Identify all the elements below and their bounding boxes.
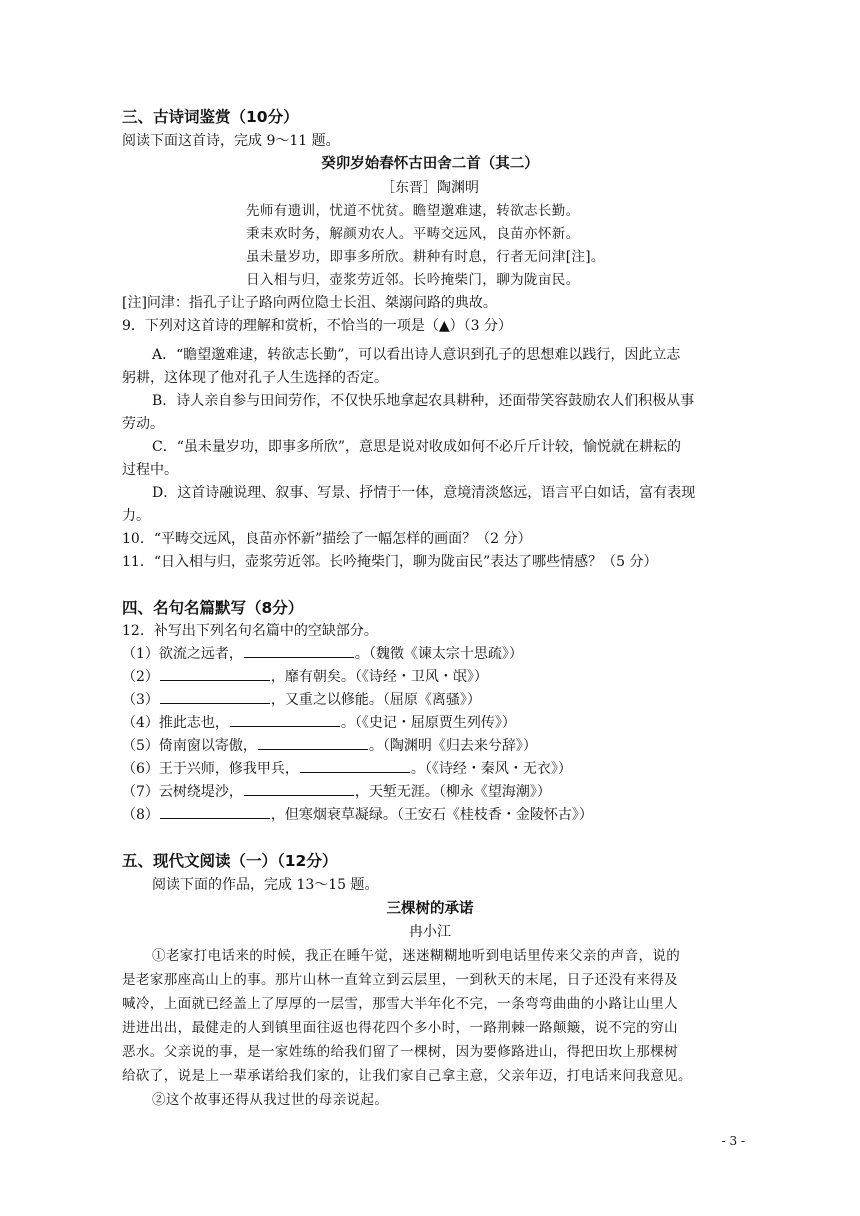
answer-blank[interactable] [244, 643, 354, 658]
poem-note: [注]问津：指孔子让子路向两位隐士长沮、桀溺问路的典故。 [122, 295, 497, 311]
option-a-line1: A．“瞻望邈难逮，转欲志长勤”，可以看出诗人意识到孔子的思想难以践行，因此立志 [152, 347, 681, 363]
section-5-instruction: 阅读下面的作品，完成 13～15 题。 [152, 877, 379, 893]
poem-line: 虽未量岁功，即事多所欣。耕种有时息，行者无问津[注]。 [246, 249, 605, 265]
poem-author: ［东晋］陶渊明 [381, 180, 479, 196]
option-c-line2: 过程中。 [122, 462, 178, 478]
poem-line: 秉耒欢时务，解颜劝农人。平畴交远风，良苗亦怀新。 [246, 226, 580, 242]
fill-item-suffix: 。（陶渊明《归去来兮辞》） [368, 738, 537, 754]
option-b-line2: 劳动。 [122, 416, 164, 432]
poem-line: 先师有遗训，忧道不忧贫。瞻望邈难逮，转欲志长勤。 [246, 203, 580, 219]
fill-item-suffix: 。（《史记・屈原贾生列传》） [340, 715, 516, 731]
fill-item-2 [122, 666, 488, 688]
fill-item-6 [122, 758, 572, 780]
section-4-heading: 四、名句名篇默写（8分） [122, 599, 304, 617]
article-title: 三棵树的承诺 [386, 901, 474, 917]
fill-item-suffix: 。（魏徵《谏太宗十思疏》） [354, 646, 523, 662]
paragraph-line: ①老家打电话来的时候，我正在睡午觉，迷迷糊糊地听到电话里传来父亲的声音，说的 [152, 948, 681, 964]
fill-item-suffix: ，靡有朝矣。（《诗经・卫风・氓》） [270, 669, 488, 685]
fill-item-prefix: （1）欲流之远者， [122, 646, 243, 662]
fill-item-7 [122, 781, 551, 803]
fill-item-prefix: （8） [122, 807, 159, 823]
fill-item-prefix: （2） [122, 669, 159, 685]
fill-item-3 [122, 689, 481, 711]
option-a-line2: 躬耕，这体现了他对孔子人生选择的否定。 [122, 370, 388, 386]
answer-blank[interactable] [160, 689, 270, 704]
fill-item-suffix: ，天堑无涯。（柳永《望海潮》） [354, 784, 551, 800]
fill-item-prefix: （3） [122, 692, 159, 708]
answer-blank[interactable] [258, 735, 368, 750]
answer-blank[interactable] [244, 781, 354, 796]
poem-title: 癸卯岁始春怀古田舍二首（其二） [321, 156, 539, 172]
section-3-heading: 三、古诗词鉴赏（10分） [122, 108, 299, 126]
fill-item-prefix: （6）王于兴师，修我甲兵， [122, 761, 299, 777]
question-12: 12．补写出下列名句名篇中的空缺部分。 [122, 623, 378, 639]
paragraph-line: 喊冷，上面就已经盖上了厚厚的一层雪，那雪大半年化不完，一条弯弯曲曲的小路让山里人 [122, 996, 678, 1012]
fill-item-4 [122, 712, 516, 734]
answer-blank[interactable] [300, 758, 410, 773]
article-author: 冉小江 [409, 924, 451, 940]
option-b-line1: B．诗人亲自参与田间劳作，不仅快乐地拿起农具耕种，还面带笑容鼓励农人们积极从事 [152, 393, 695, 409]
fill-item-prefix: （4）推此志也， [122, 715, 229, 731]
paragraph-line: 恶水。父亲说的事，是一家姓练的给我们留了一棵树，因为要修路进山，得把田坎上那棵树 [122, 1044, 678, 1060]
question-10: 10．“平畴交远风，良苗亦怀新”描绘了一幅怎样的画面？（2 分） [122, 531, 532, 547]
paragraph-line: 给砍了，说是上一辈承诺给我们家的，让我们家自己拿主意，父亲年迈，打电话来问我意见。 [122, 1068, 692, 1084]
question-9: 9．下列对这首诗的理解和赏析，不恰当的一项是（▲）（3 分） [122, 318, 513, 334]
fill-item-5 [122, 735, 537, 757]
fill-item-suffix: 。（《诗经・秦风・无衣》） [410, 761, 572, 777]
paragraph-line: ②这个故事还得从我过世的母亲说起。 [152, 1092, 389, 1108]
fill-item-suffix: ，又重之以修能。（屈原《离骚》） [270, 692, 481, 708]
option-d-line1: D．这首诗融说理、叙事、写景、抒情于一体，意境清淡悠远，语言平白如话，富有表现 [152, 485, 696, 501]
option-d-line2: 力。 [122, 508, 150, 524]
fill-item-1 [122, 643, 523, 665]
fill-item-prefix: （5）倚南窗以寄傲， [122, 738, 257, 754]
paragraph-line: 是老家那座高山上的事。那片山林一直耸立到云层里，一到秋天的末尾，日子还没有来得及 [122, 972, 678, 988]
option-c-line1: C．“虽未量岁功，即事多所欣”，意思是说对收成如何不必斤斤计较，愉悦就在耕耘的 [152, 439, 682, 455]
poem-line: 日入相与归，壶浆劳近邻。长吟掩柴门，聊为陇亩民。 [246, 272, 580, 288]
question-11: 11．“日入相与归，壶浆劳近邻。长吟掩柴门，聊为陇亩民”表达了哪些情感？（5 分） [122, 554, 658, 570]
page-number: - 3 - [721, 1134, 745, 1148]
fill-item-suffix: ，但寒烟衰草凝绿。（王安石《桂枝香・金陵怀古》） [270, 807, 593, 823]
fill-item-prefix: （7）云树绕堤沙， [122, 784, 243, 800]
section-5-heading: 五、现代文阅读（一）（12分） [122, 852, 338, 870]
answer-blank[interactable] [160, 666, 270, 681]
answer-blank[interactable] [160, 804, 270, 819]
fill-item-8 [122, 804, 593, 826]
paragraph-line: 进进出出，最健走的人到镇里面往返也得花四个多小时，一路荆棘一路颠簸，说不完的穷山 [122, 1020, 678, 1036]
section-3-instruction: 阅读下面这首诗，完成 9～11 题。 [122, 133, 340, 149]
answer-blank[interactable] [230, 712, 340, 727]
